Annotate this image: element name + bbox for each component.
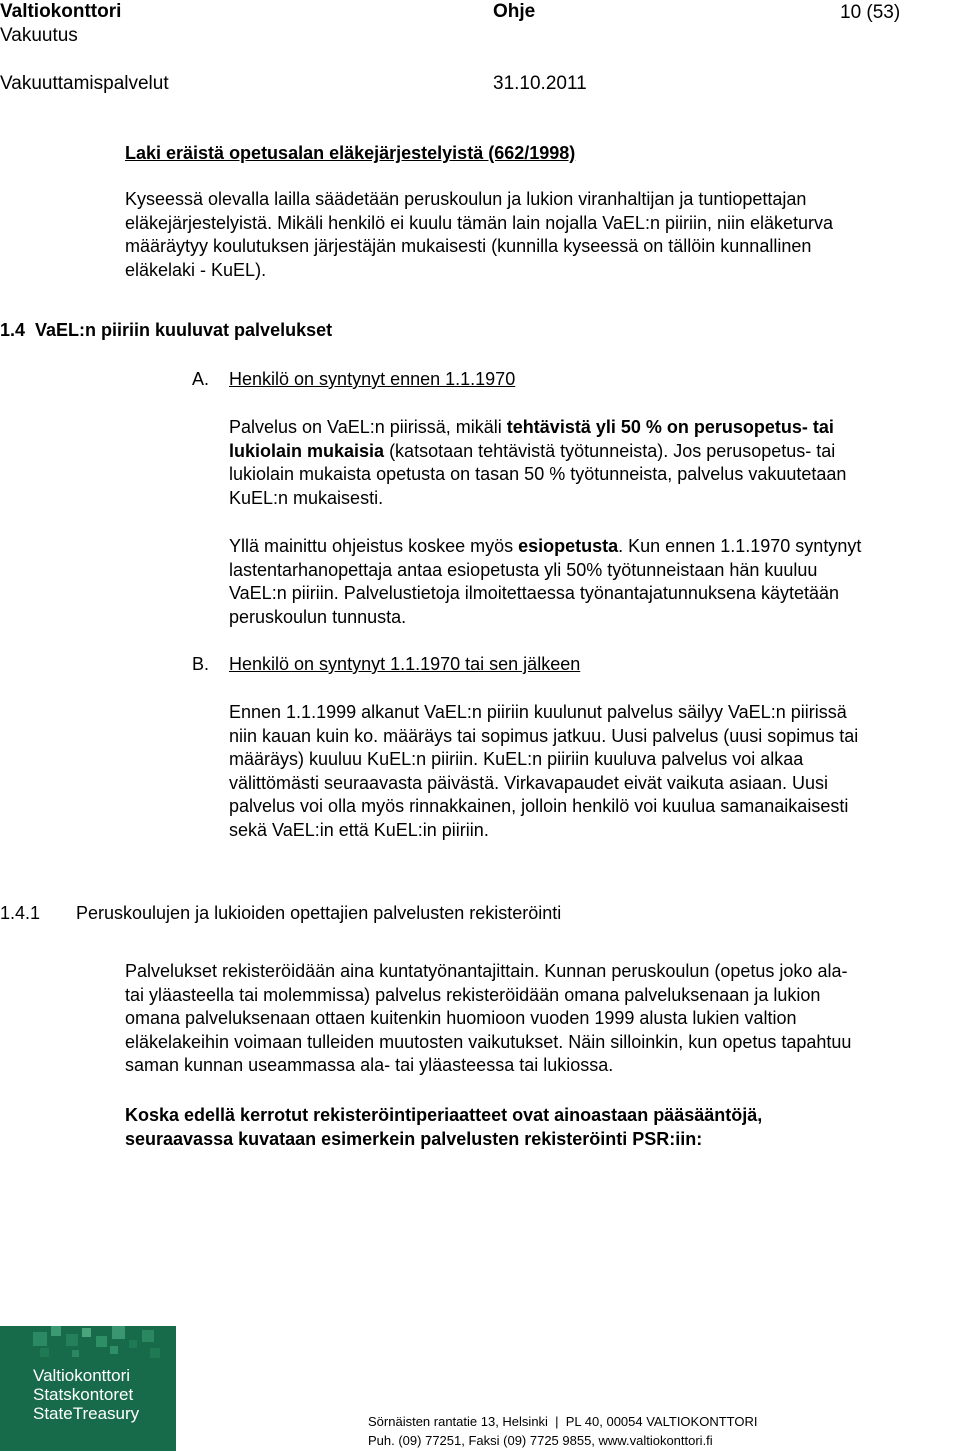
subsection-title-a: Henkilö on syntynyt ennen 1.1.1970 xyxy=(229,369,516,389)
registration-paragraph xyxy=(125,960,851,1078)
paragraph-line: sekä VaEL:in että KuEL:in piiriin. xyxy=(229,819,489,840)
subsection-letter-a: A. xyxy=(192,369,210,389)
doc-date: 31.10.2011 xyxy=(493,73,587,94)
paragraph-line: Palvelukset rekisteröidään aina kuntatyönantajittain. Kunnan peruskoulun (opetus joko ala- xyxy=(125,961,848,981)
paragraph-line: niin kauan kuin ko. määräys tai sopimus jatkuu. Uusi palvelus (uusi sopimus tai xyxy=(229,725,859,746)
subsection-a-paragraph-1 xyxy=(229,416,846,510)
paragraph-line: Kyseessä olevalla lailla säädetään peruskoulun ja lukion viranhaltijan ja tuntiopettajan xyxy=(125,189,807,209)
paragraph-line: Koska edellä kerrotut rekisteröintiperiaatteet ovat ainoastaan pääsääntöjä, xyxy=(125,1105,763,1125)
logo-line: Valtiokonttori xyxy=(33,1366,131,1385)
registration-bold-note xyxy=(125,1104,762,1151)
text-run-bold: tehtävistä yli 50 % on perusopetus- tai xyxy=(506,417,834,437)
subsection-heading: Peruskoulujen ja lukioiden opettajien palvelusten rekisteröinti xyxy=(76,903,562,923)
text-run-bold: esiopetusta xyxy=(518,536,619,556)
paragraph-line: Ennen 1.1.1999 alkanut VaEL:n piiriin kuulunut palvelus säilyy VaEL:n piirissä xyxy=(229,702,847,722)
paragraph-line: eläkelakeihin voimaan tulleiden muutosten vaikutukset. Näin silloinkin, kun opetus tapahtuu xyxy=(125,1031,852,1052)
law-paragraph xyxy=(125,188,833,282)
law-title: Laki eräistä opetusalan eläkejärjestelyistä (662/1998) xyxy=(125,143,576,163)
subsection-b-paragraph xyxy=(229,701,858,842)
subsection-letter-b: B. xyxy=(192,654,210,674)
text-run: . Kun ennen 1.1.1970 syntynyt xyxy=(618,536,862,556)
valtiokonttori-logo xyxy=(0,1326,176,1451)
subsection-a-paragraph-2 xyxy=(229,535,861,629)
paragraph-line: saman kunnan useammassa ala- tai yläasteessa tai lukiossa. xyxy=(125,1055,614,1075)
paragraph-line: eläkelaki - KuEL). xyxy=(125,259,267,280)
logo-line: Statskontoret xyxy=(33,1385,134,1404)
org-name: Valtiokonttori xyxy=(0,1,122,22)
paragraph-line: lastentarhanopettaja antaa esiopetusta yli 50% työtunneistaan hän kuuluu xyxy=(229,559,818,580)
paragraph-line: seuraavassa kuvataan esimerkein palvelusten rekisteröinti PSR:iin: xyxy=(125,1128,703,1149)
paragraph-line: määräytyy koulutuksen järjestäjän mukaisesti (kunnilla kyseessä on tällöin kunnallinen xyxy=(125,236,812,256)
paragraph-line: välittömästi seuraavasta päivästä. Virkavapaudet eivät vaikuta asiaan. Uusi xyxy=(229,772,828,793)
unit-name: Vakuutus xyxy=(0,25,78,46)
paragraph-line: eläkejärjestelyistä. Mikäli henkilö ei kuulu tämän lain nojalla VaEL:n piiriin, niin eläketurva xyxy=(125,212,834,233)
department: Vakuuttamispalvelut xyxy=(0,73,169,94)
subsection-title-b: Henkilö on syntynyt 1.1.1970 tai sen jälkeen xyxy=(229,654,581,674)
paragraph-line: määräys) kuuluu KuEL:n piiriin. KuEL:n piiriin kuuluva palvelus voi alkaa xyxy=(229,749,804,769)
page-number: 10 (53) xyxy=(840,2,901,23)
section-heading: 1.4 VaEL:n piiriin kuuluvat palvelukset xyxy=(0,320,333,340)
logo-line: StateTreasury xyxy=(33,1404,140,1423)
doc-type: Ohje xyxy=(493,1,536,22)
text-run: Palvelus on VaEL:n piirissä, mikäli xyxy=(229,417,507,437)
paragraph-line: tai yläasteella tai molemmissa) palvelus rekisteröidään omana palveluksenaan ja lukion xyxy=(125,984,821,1005)
footer-contact: Puh. (09) 77251, Faksi (09) 7725 9855, www.valtiokonttori.fi xyxy=(368,1433,713,1448)
paragraph-line: KuEL:n mukaisesti. xyxy=(229,487,384,508)
footer-address: Sörnäisten rantatie 13, Helsinki | PL 40, 00054 VALTIOKONTTORI xyxy=(368,1414,758,1429)
text-run: Yllä mainittu ohjeistus koskee myös xyxy=(229,536,519,556)
text-run: (katsotaan tehtävistä työtunneista). Jos perusopetus- tai xyxy=(384,440,836,461)
paragraph-line: palvelus voi olla myös rinnakkainen, jolloin henkilö voi kuulua samanaikaisesti xyxy=(229,796,849,816)
paragraph-line: lukiolain mukaista opetusta on tasan 50 % työtunneista, palvelus vakuutetaan xyxy=(229,464,847,484)
paragraph-line: omana palveluksenaan ottaen kuitenkin huomioon vuoden 1999 alusta lukien valtion xyxy=(125,1008,797,1028)
paragraph-line: VaEL:n piiriin. Palvelustietoja ilmoitettaessa työnantajatunnuksena käytetään xyxy=(229,583,840,603)
paragraph-line: peruskoulun tunnusta. xyxy=(229,606,407,627)
subsection-number: 1.4.1 xyxy=(0,903,41,923)
text-run-bold: lukiolain mukaisia xyxy=(229,440,385,461)
